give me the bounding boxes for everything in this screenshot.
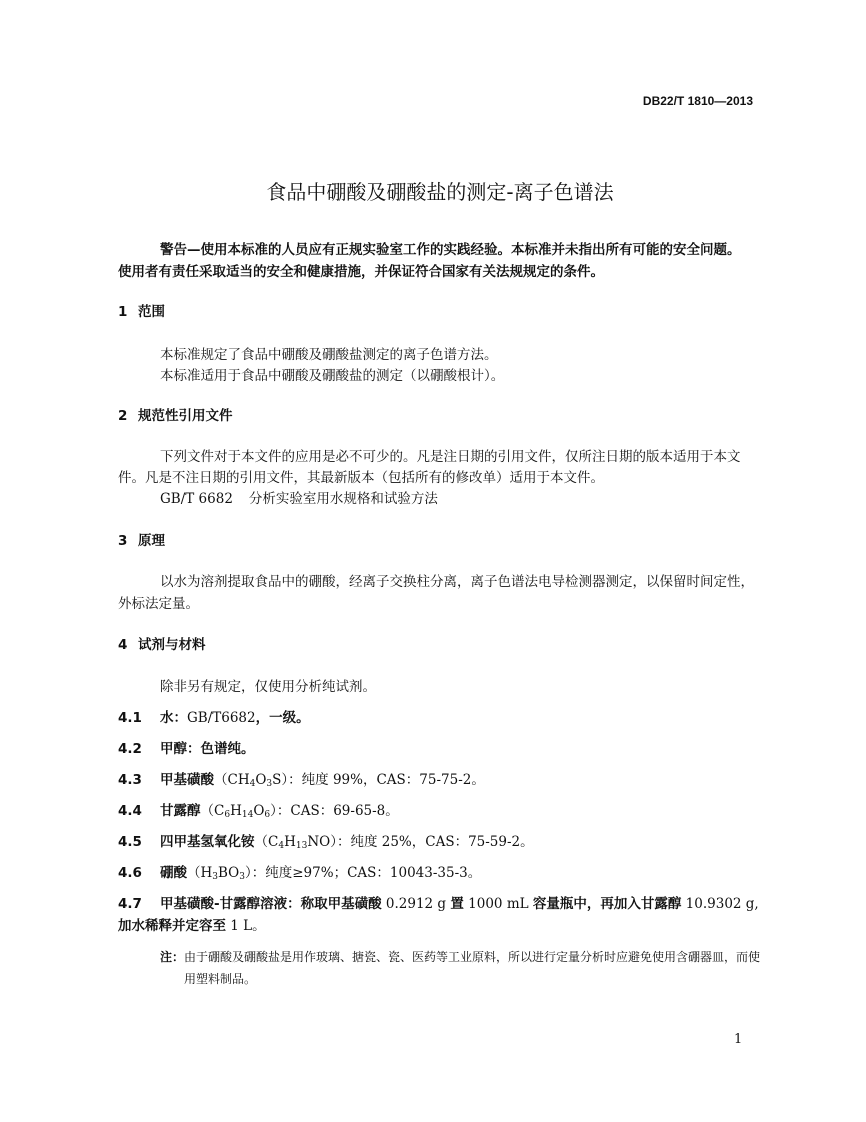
reagent-item [118,864,481,882]
subscript: 6 [264,810,271,820]
paragraph-line: 本标准适用于食品中硼酸及硼酸盐的测定（以硼酸根计）。 [160,368,505,384]
section-number: 3 [118,533,128,549]
text-segment: （C [200,803,225,819]
text-segment: 1000 mL [463,896,533,912]
text-segment: 0.2912 g [381,896,451,912]
text-segment: 加水稀释并定容至 [118,918,226,934]
paragraph-line: 本标准规定了食品中硼酸及硼酸盐测定的离子色谱方法。 [160,347,498,363]
text-segment: O [253,803,265,819]
text-segment: H [284,834,296,850]
warning-line-1: 警告—使用本标准的人员应有正规实验室工作的实践经验。本标准并未指出所有可能的安全问题。 [160,242,741,258]
item-number: 4.7 [118,896,142,912]
text-segment: （CH [214,772,250,788]
section-4-heading [118,636,206,654]
paragraph-line: 外标法定量。 [118,596,199,612]
document-code: DB22/T 1810—2013 [642,94,753,108]
note-text: 由于硼酸及硼酸盐是用作玻璃、搪瓷、瓷、医药等工业原料，所以进行定量分析时应避免使用含硼器皿，而使 [184,950,761,964]
subscript: 3 [239,872,245,882]
text-segment: 硼酸 [160,865,187,881]
subscript: 6 [224,810,231,820]
text-segment: O [255,772,267,788]
paragraph-line: 以水为溶剂提取食品中的硼酸，经离子交换柱分离，离子色谱法电导检测器测定，以保留时间定性， [160,574,754,590]
text-segment: 甘露醇 [160,803,201,819]
section-number: 2 [118,408,128,424]
text-segment: 水： [160,710,187,726]
subscript: 3 [212,872,219,882]
text-segment: 容量瓶中，再加入甘露醇 [532,896,682,912]
section-title: 原理 [138,533,165,549]
section-1-heading [118,303,165,321]
note-continuation: 用塑料制品。 [184,972,257,986]
text-segment: BO [218,865,240,881]
section-number: 4 [118,637,128,653]
item-number: 4.4 [118,803,142,819]
text-segment: （C [254,834,279,850]
text-segment: ，一级。 [255,710,310,726]
paragraph-line: 下列文件对于本文件的应用是必不可少的。凡是注日期的引用文件，仅所注日期的版本适用于本文 [160,449,741,465]
text-segment: S）：纯度 99%，CAS：75-75-2。 [272,772,485,788]
text-segment: 甲基磺酸-甘露醇溶液：称取甲基磺酸 [160,896,382,912]
page-number: 1 [734,1032,743,1047]
reference-title: 分析实验室用水规格和试验方法 [248,491,438,507]
reagent-item [118,833,534,851]
section-title: 规范性引用文件 [138,408,233,424]
note [160,948,760,966]
section-title: 范围 [138,304,165,320]
reagent-item [118,802,399,820]
item-number: 4.2 [118,741,142,757]
subscript: 13 [295,841,308,851]
section-3-heading [118,532,165,550]
text-segment: （H [187,865,213,881]
item-number: 4.1 [118,710,142,726]
warning-line-2: 使用者有责任采取适当的安全和健康措施，并保证符合国家有关法规规定的条件。 [118,264,604,280]
subscript: 4 [278,841,285,851]
text-segment: H [230,803,242,819]
text-segment: GB/T6682 [187,710,256,726]
item-number: 4.6 [118,865,142,881]
page-title: 食品中硼酸及硼酸盐的测定-离子色谱法 [266,180,614,204]
reference-code: GB/T 6682 [160,491,233,507]
reagent-item [118,740,255,758]
subscript: 14 [241,810,254,820]
text-segment: 甲基磺酸 [160,772,214,788]
subscript: 3 [266,779,273,789]
text-segment: 置 [450,896,464,912]
item-4-7-continuation [118,917,266,935]
section-number: 1 [118,304,128,320]
text-segment: 四甲基氢氧化铵 [160,834,255,850]
paragraph-line: 件。凡是不注日期的引用文件，其最新版本（包括所有的修改单）适用于本文件。 [118,470,604,486]
reagent-item [118,771,485,789]
reagent-item [118,895,759,913]
note-label: 注： [160,950,185,964]
text-segment: NO）：纯度 25%，CAS：75-59-2。 [307,834,534,850]
text-segment: 甲醇：色谱纯。 [160,741,255,757]
paragraph-line: 除非另有规定，仅使用分析纯试剂。 [160,679,376,695]
text-segment: ）：纯度≥97%；CAS：10043-35-3。 [245,865,482,881]
item-number: 4.5 [118,834,142,850]
reagent-item [118,709,310,727]
text-segment: 1 L。 [226,918,266,934]
subscript: 4 [249,779,256,789]
text-segment: 10.9302 g, [681,896,759,912]
section-title: 试剂与材料 [138,637,206,653]
item-number: 4.3 [118,772,142,788]
text-segment: ）：CAS：69-65-8。 [270,803,399,819]
normative-reference [160,490,438,508]
section-2-heading [118,407,233,425]
